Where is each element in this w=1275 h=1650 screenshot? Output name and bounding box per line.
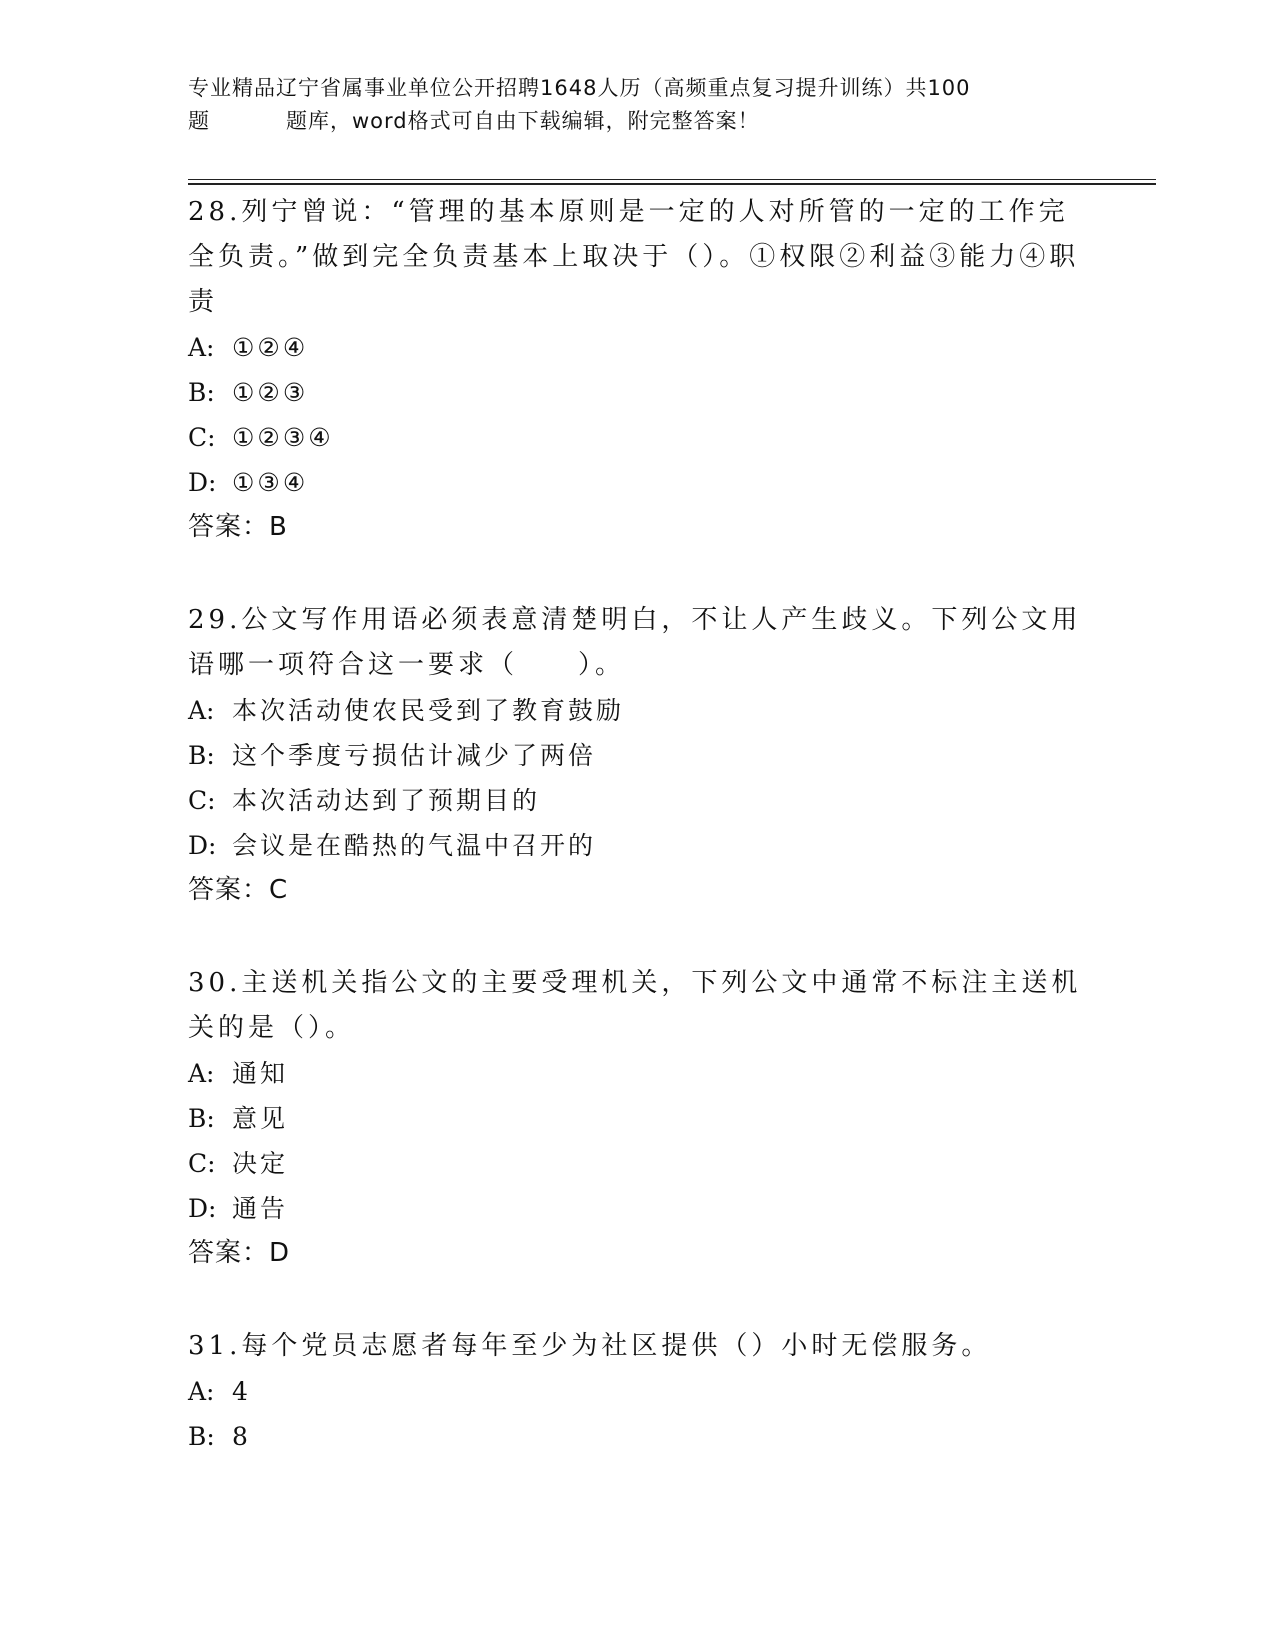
- option-text: 本次活动达到了预期目的: [232, 786, 541, 815]
- option-a: [188, 688, 1088, 733]
- option-label: B:: [188, 1422, 215, 1451]
- option-text: 8: [232, 1422, 251, 1451]
- answer: 答案：D: [188, 1238, 291, 1268]
- option-text: 会议是在酷热的气温中召开的: [232, 831, 597, 860]
- header-line2-prefix: 题: [188, 109, 210, 133]
- option-text: 本次活动使农民受到了教育鼓励: [232, 696, 625, 725]
- header-title-line2: [188, 105, 1088, 138]
- question-list: [188, 190, 1088, 1507]
- option-d: [188, 1186, 1088, 1231]
- option-d: [188, 460, 1088, 505]
- option-label: D:: [188, 1194, 217, 1223]
- option-text: 这个季度亏损估计减少了两倍: [232, 741, 597, 770]
- header-divider-thick: [188, 183, 1156, 185]
- option-label: B:: [188, 378, 215, 407]
- option-a: [188, 1369, 1088, 1414]
- question-text: 29.公文写作用语必须表意清楚明白，不让人产生歧义。下列公文用语哪一项符合这一要求（ ）。: [188, 605, 1082, 680]
- option-b: [188, 733, 1088, 778]
- option-text: 决定: [232, 1149, 289, 1178]
- option-b: [188, 1096, 1088, 1141]
- question-text: 28.列宁曾说：“管理的基本原则是一定的人对所管的一定的工作完全负责。”做到完全负责基本上取决于（）。①权限②利益③能力④职责: [188, 197, 1080, 317]
- header-title-line1: 专业精品辽宁省属事业单位公开招聘1648人历（高频重点复习提升训练）共100: [188, 76, 971, 100]
- question-29: [188, 598, 1088, 913]
- option-label: B:: [188, 741, 215, 770]
- option-label: A:: [188, 1377, 215, 1406]
- answer: 答案：C: [188, 875, 289, 905]
- option-c: [188, 1141, 1088, 1186]
- option-label: A:: [188, 696, 215, 725]
- option-text: ①②③④: [232, 423, 334, 452]
- option-text: ①②④: [232, 333, 309, 362]
- option-a: [188, 325, 1088, 370]
- option-text: 通知: [232, 1059, 289, 1088]
- option-d: [188, 823, 1088, 868]
- option-label: D:: [188, 468, 217, 497]
- option-text: 4: [232, 1377, 251, 1406]
- option-label: C:: [188, 423, 216, 452]
- option-label: D:: [188, 831, 217, 860]
- question-text: 31.每个党员志愿者每年至少为社区提供（）小时无偿服务。: [188, 1331, 992, 1361]
- option-label: C:: [188, 1149, 216, 1178]
- option-text: 意见: [232, 1104, 289, 1133]
- question-30: [188, 961, 1088, 1276]
- option-c: [188, 415, 1088, 460]
- option-label: A:: [188, 333, 215, 362]
- option-c: [188, 778, 1088, 823]
- option-text: ①③④: [232, 468, 309, 497]
- header-divider-thin: [188, 179, 1156, 180]
- header-line2-text: 题库，word格式可自由下载编辑，附完整答案！: [286, 109, 760, 133]
- option-text: 通告: [232, 1194, 289, 1223]
- page-header: [188, 72, 1088, 138]
- option-label: A:: [188, 1059, 215, 1088]
- option-a: [188, 1051, 1088, 1096]
- option-label: C:: [188, 786, 216, 815]
- question-31: [188, 1324, 1088, 1459]
- answer: 答案：B: [188, 512, 288, 542]
- question-28: [188, 190, 1088, 550]
- option-text: ①②③: [232, 378, 309, 407]
- option-b: [188, 370, 1088, 415]
- question-text: 30.主送机关指公文的主要受理机关，下列公文中通常不标注主送机关的是（）。: [188, 968, 1082, 1043]
- option-label: B:: [188, 1104, 215, 1133]
- option-b: [188, 1414, 1088, 1459]
